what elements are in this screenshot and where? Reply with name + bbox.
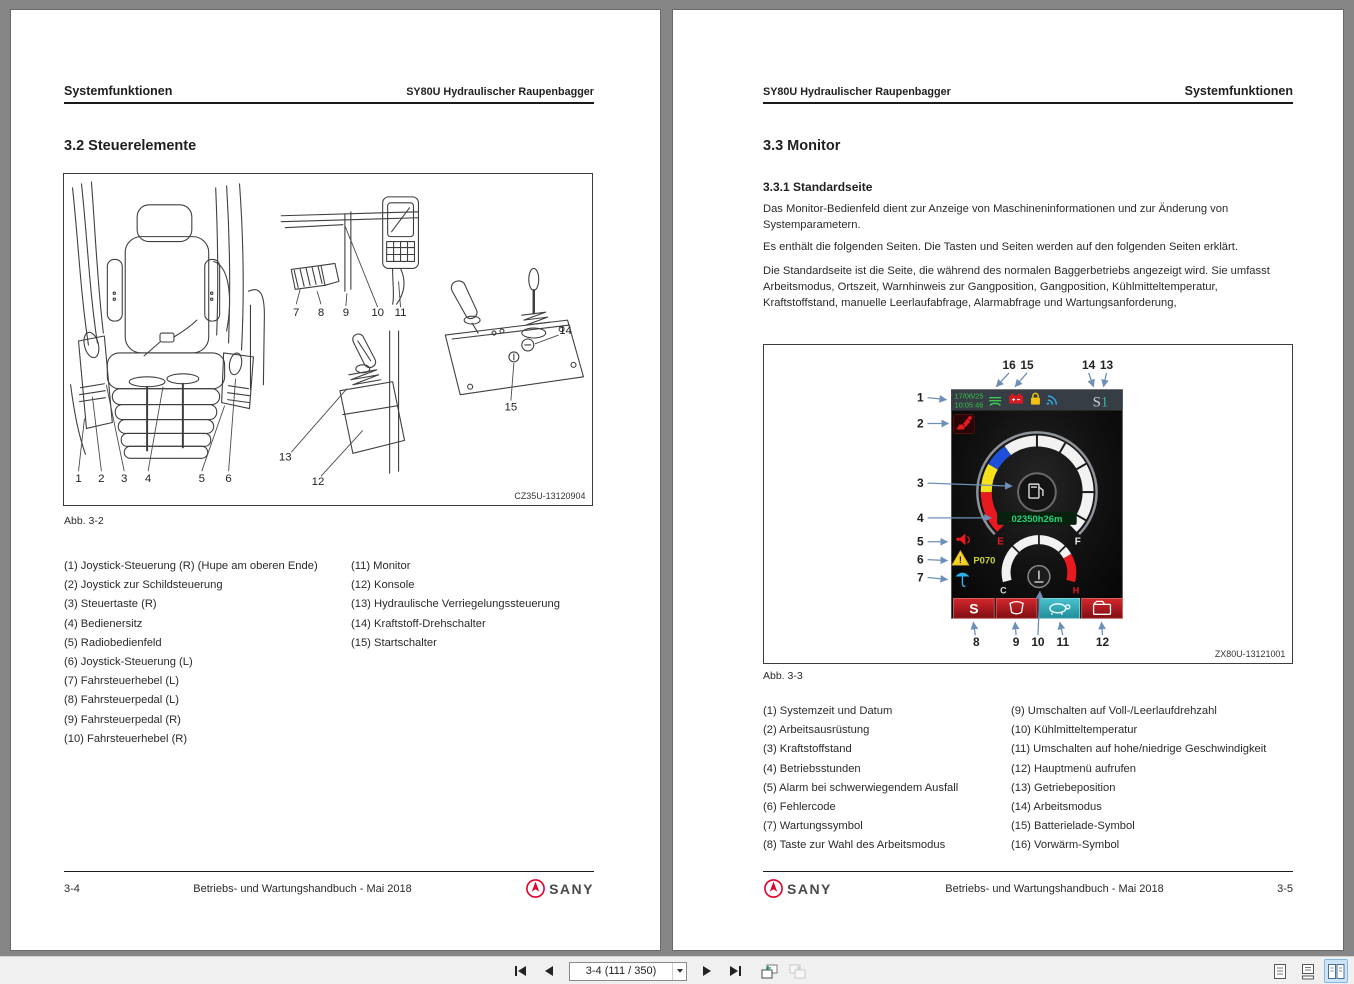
previous-page-button[interactable] xyxy=(537,960,561,982)
next-page-button[interactable] xyxy=(695,960,719,982)
chevron-down-icon[interactable] xyxy=(672,963,686,980)
page-footer xyxy=(763,878,1293,899)
page-header xyxy=(763,84,1293,98)
previous-view-button[interactable] xyxy=(757,960,781,982)
legend-item: (3) Kraftstoffstand xyxy=(763,743,852,756)
callout-number: 6 xyxy=(917,552,924,567)
legend-column-1 xyxy=(763,702,1008,856)
callout-number: 7 xyxy=(917,570,924,585)
page-select-dropdown[interactable] xyxy=(569,962,687,981)
sany-logo xyxy=(525,878,594,899)
legend-item: (12) Konsole xyxy=(351,579,415,592)
legend-item: (1) Joystick-Steuerung (R) (Hupe am oberen Ende) xyxy=(64,560,318,572)
legend-item: (6) Fehlercode xyxy=(763,801,836,814)
work-equipment-icon xyxy=(953,415,974,434)
temp-cold-label: C xyxy=(1000,585,1007,596)
legend-item: (7) Wartungssymbol xyxy=(763,820,863,833)
main-menu-button[interactable] xyxy=(1082,598,1123,618)
page-footer xyxy=(64,878,594,899)
legend-item: (9) Fahrsteuerpedal (R) xyxy=(64,713,181,726)
callout-number: 15 xyxy=(504,401,518,414)
fuel-full-label: F xyxy=(1074,536,1081,548)
svg-text:!: ! xyxy=(958,555,962,566)
callout-number: 1 xyxy=(75,473,82,486)
callout-number: 4 xyxy=(917,510,924,525)
header-model: SY80U Hydraulischer Raupenbagger xyxy=(406,86,594,98)
gear-position: S1 xyxy=(1092,394,1109,411)
legend-item: (11) Monitor xyxy=(351,560,411,572)
legend-column-2 xyxy=(351,557,601,653)
paragraph: Es enthält die folgenden Seiten. Die Tasten und Seiten werden auf den folgenden Seiten erklärt. xyxy=(763,241,1238,253)
temp-hot-label: H xyxy=(1072,585,1080,596)
legend-item: (5) Radiobedienfeld xyxy=(64,636,162,649)
footer-title: Betriebs- und Wartungshandbuch - Mai 2018 xyxy=(193,882,412,895)
fuel-empty-label: E xyxy=(997,536,1004,548)
legend-column-1 xyxy=(64,557,349,749)
footer-title: Betriebs- und Wartungshandbuch - Mai 2018 xyxy=(945,882,1164,895)
callout-number: 10 xyxy=(371,307,385,320)
callout-number: 12 xyxy=(311,476,325,489)
callout-number: 12 xyxy=(1095,635,1110,650)
callout-number: 11 xyxy=(1056,635,1070,650)
callout-number: 8 xyxy=(973,635,980,650)
header-rule xyxy=(763,102,1293,104)
legend-item: (9) Umschalten auf Voll-/Leerlaufdrehzahl xyxy=(1011,705,1217,717)
next-view-button[interactable] xyxy=(785,960,809,982)
single-page-view-button[interactable] xyxy=(1268,959,1292,983)
page-number: 3-4 xyxy=(64,882,80,895)
callout-number: 3 xyxy=(917,476,924,491)
sany-logo-text: SANY xyxy=(549,880,594,897)
header-model: SY80U Hydraulischer Raupenbagger xyxy=(763,86,951,98)
legend-item: (4) Bedienersitz xyxy=(64,617,143,630)
two-page-view-button[interactable] xyxy=(1324,959,1348,983)
figure-3-3 xyxy=(763,344,1293,664)
callout-number: 10 xyxy=(1031,635,1045,650)
page-header xyxy=(64,84,594,98)
legend-item: (8) Fahrsteuerpedal (L) xyxy=(64,694,180,707)
legend-item: (13) Getriebeposition xyxy=(1011,781,1116,794)
callout-number: 9 xyxy=(1012,635,1020,650)
sany-logo-icon xyxy=(525,878,546,899)
header-section: Systemfunktionen xyxy=(64,84,173,98)
operating-hours: 02350h26m xyxy=(1011,513,1063,525)
callout-number: 1 xyxy=(917,390,924,405)
system-date: 17/06/25 xyxy=(954,391,984,401)
page-select-value: 3-4 (111 / 350) xyxy=(585,965,657,977)
legend-item: (4) Betriebsstunden xyxy=(763,762,861,775)
legend-item: (2) Joystick zur Schildsteuerung xyxy=(64,579,223,592)
document-page-right xyxy=(672,9,1344,951)
legend-item: (13) Hydraulische Verriegelungssteuerung xyxy=(351,598,560,611)
callout-number: 11 xyxy=(394,307,407,320)
last-page-button[interactable] xyxy=(723,960,747,982)
callout-number: 2 xyxy=(98,473,105,486)
legend-item: (14) Kraftstoff-Drehschalter xyxy=(351,617,486,630)
pdf-viewer-toolbar xyxy=(0,956,1354,984)
legend-item: (7) Fahrsteuerhebel (L) xyxy=(64,675,180,688)
fault-code: P070 xyxy=(973,555,996,567)
section-title: 3.3 Monitor xyxy=(763,138,841,154)
legend-item: (5) Alarm bei schwerwiegendem Ausfall xyxy=(763,781,959,794)
legend-item: (3) Steuertaste (R) xyxy=(64,598,157,611)
legend-item: (14) Arbeitsmodus xyxy=(1011,801,1102,814)
figure-caption: Abb. 3-2 xyxy=(64,515,104,527)
document-page-left xyxy=(10,9,661,951)
callout-number: 6 xyxy=(225,473,232,486)
page-layout-controls xyxy=(1268,959,1348,983)
monitor-display-drawing xyxy=(764,345,1292,663)
subsection-title: 3.3.1 Standardseite xyxy=(763,180,873,194)
legend-item: (10) Fahrsteuerhebel (R) xyxy=(64,732,188,745)
system-time: 10:05:46 xyxy=(954,400,984,410)
callout-number: 5 xyxy=(198,473,205,486)
callout-number: 5 xyxy=(917,534,924,549)
header-rule xyxy=(64,102,594,104)
speed-select-button[interactable] xyxy=(1039,598,1080,618)
legend-item: (12) Hauptmenü aufrufen xyxy=(1011,762,1137,775)
legend-item: (15) Startschalter xyxy=(351,636,437,649)
legend-item: (10) Kühlmitteltemperatur xyxy=(1011,724,1138,737)
callout-number: 3 xyxy=(121,473,128,486)
callout-number: 16 xyxy=(1002,357,1016,372)
sany-logo xyxy=(763,878,832,899)
figure-caption: Abb. 3-3 xyxy=(763,670,803,682)
paragraph: Das Monitor-Bedienfeld dient zur Anzeige von Maschineninformationen und zur Änderung von Systemparametern. xyxy=(763,203,1229,232)
figure-code: CZ35U-13120904 xyxy=(514,491,586,502)
sany-logo-icon xyxy=(763,878,784,899)
legend-item: (15) Batterielade-Symbol xyxy=(1011,820,1135,833)
callout-number: 14 xyxy=(1081,357,1096,372)
footer-rule xyxy=(64,871,594,872)
figure-code: ZX80U-13121001 xyxy=(1214,649,1286,660)
header-section: Systemfunktionen xyxy=(1184,84,1293,98)
legend-item: (1) Systemzeit und Datum xyxy=(763,705,893,717)
callout-number: 7 xyxy=(293,307,300,320)
legend-item: (6) Joystick-Steuerung (L) xyxy=(64,656,193,669)
first-page-button[interactable] xyxy=(509,960,533,982)
callout-number: 9 xyxy=(342,307,350,320)
cab-controls-drawing xyxy=(64,174,592,505)
legend-column-2 xyxy=(1011,702,1301,856)
callout-number: 15 xyxy=(1020,357,1034,372)
callout-number: 13 xyxy=(278,451,292,464)
footer-rule xyxy=(763,871,1293,872)
mode-button-label: S xyxy=(969,600,979,617)
legend-item: (11) Umschalten auf hohe/niedrige Geschwindigkeit xyxy=(1011,743,1267,756)
callout-number: 2 xyxy=(917,416,924,431)
callout-number: 13 xyxy=(1099,357,1114,372)
legend-item: (2) Arbeitsausrüstung xyxy=(763,724,870,737)
page-number: 3-5 xyxy=(1277,882,1293,895)
figure-3-2 xyxy=(63,173,593,506)
callout-number: 4 xyxy=(144,473,152,486)
callout-number: 14 xyxy=(559,325,572,338)
paragraph: Die Standardseite ist die Seite, die während des normalen Baggerbetriebs angezeigt wird. Sie umfasst Arbeitsmodus, Ortszeit, Warnhinweis zur Gangposition, Gangposition, Kühlmitteltemperatur, Kraftstoffstand, manuelle Leerlaufabfrage, Alarmabfrage und Wartungsanforderung, xyxy=(763,265,1270,310)
section-title: 3.2 Steuerelemente xyxy=(64,138,197,154)
legend-item: (8) Taste zur Wahl des Arbeitsmodus xyxy=(763,839,946,852)
continuous-view-button[interactable] xyxy=(1296,959,1320,983)
legend-item: (16) Vorwärm-Symbol xyxy=(1011,839,1120,852)
page-navigation xyxy=(509,957,809,984)
mode-select-button[interactable] xyxy=(953,598,994,618)
idle-select-button[interactable] xyxy=(996,598,1037,618)
sany-logo-text: SANY xyxy=(787,880,832,897)
callout-number: 8 xyxy=(317,307,325,320)
monitor-screen xyxy=(951,390,1122,619)
